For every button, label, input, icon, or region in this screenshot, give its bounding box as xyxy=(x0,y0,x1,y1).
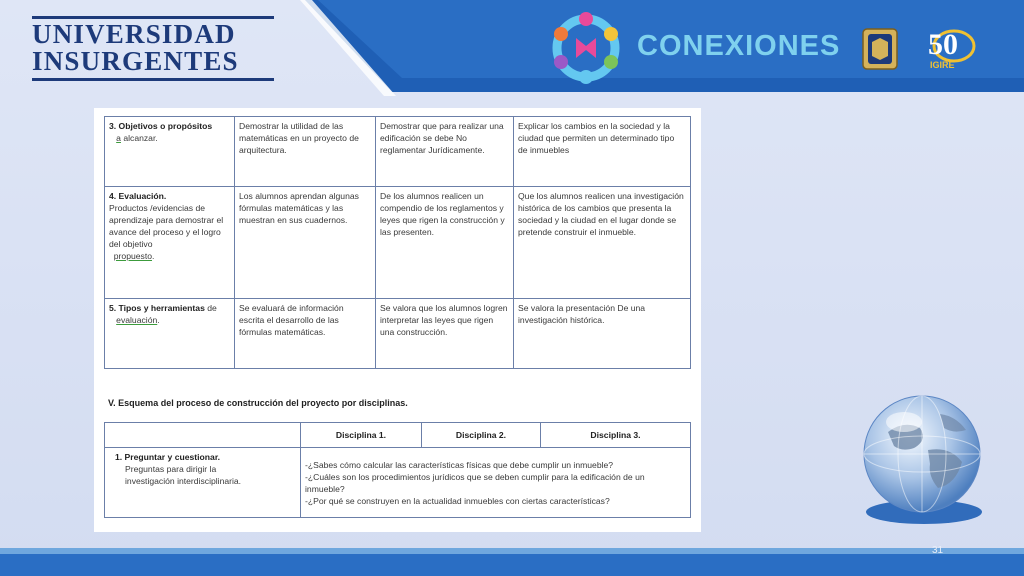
row-header-title: 1. Preguntar y cuestionar. xyxy=(115,452,221,462)
question-item: -¿Por qué se construyen en la actualidad inmuebles con ciertas características? xyxy=(305,495,610,506)
globe-icon xyxy=(858,392,988,532)
question-item: -¿Cuáles son los procedimientos jurídicos que se deben cumplir para la edificación de un inmueble? xyxy=(305,471,645,494)
objectives-table xyxy=(104,116,691,369)
row-header xyxy=(105,448,301,518)
questions-cell xyxy=(301,448,691,518)
row-header-title: 3. Objetivos o propósitos xyxy=(109,121,213,131)
bottom-bar xyxy=(0,548,1024,576)
table-cell: Demostrar la utilidad de las matemáticas en un proyecto de arquitectura. xyxy=(235,117,376,187)
anniversary-50-logo xyxy=(924,26,978,72)
row-header-text: Preguntas para dirigir la investigación interdisciplinaria. xyxy=(125,464,242,486)
row-header-text: de xyxy=(204,303,217,313)
table-cell: Se valora que los alumnos logren interpretar las leyes que rigen una construcción. xyxy=(376,299,514,369)
document-panel xyxy=(94,108,701,532)
table-cell: Explicar los cambios en la sociedad y la ciudad que permiten un determinado tipo de inmuebles xyxy=(514,117,691,187)
row-header-underlined: a xyxy=(116,133,121,143)
university-logo xyxy=(32,16,274,81)
row-header xyxy=(105,187,235,299)
row-header-title: 4. Evaluación. xyxy=(109,191,167,201)
unam-crest-icon xyxy=(862,28,898,70)
row-header-text: Productos /evidencias de aprendizaje para demostrar el avance del proceso y el logro del objetivo xyxy=(109,203,224,249)
table-row xyxy=(105,117,691,187)
table-cell: Los alumnos aprendan algunas fórmulas matemáticas y las muestran en sus cuadernos. xyxy=(235,187,376,299)
table-cell: Demostrar que para realizar una edificación se debe No reglamentar Jurídicamente. xyxy=(376,117,514,187)
table-header-row xyxy=(105,423,691,448)
brand-name: CONEXIONES xyxy=(637,30,841,62)
row-header xyxy=(105,117,235,187)
logo-line-2: INSURGENTES xyxy=(32,46,239,76)
question-item: -¿Sabes cómo calcular las características físicas que debe cumplir un inmueble? xyxy=(305,459,614,470)
row-header-underlined: propuesto xyxy=(113,251,153,261)
table-cell: Se evaluará de información escrita el desarrollo de las fórmulas matemáticas. xyxy=(235,299,376,369)
row-header-tail: . xyxy=(157,315,160,325)
table-row xyxy=(105,448,691,518)
disciplines-table xyxy=(104,422,691,518)
page-number: 31 xyxy=(932,545,944,556)
row-header-tail: . xyxy=(152,251,155,261)
header-cell-empty xyxy=(105,423,301,448)
table-row xyxy=(105,187,691,299)
logo-rule xyxy=(32,78,274,81)
section-title: V. Esquema del proceso de construcción del proyecto por disciplinas. xyxy=(108,398,408,408)
logo-line-1: UNIVERSIDAD xyxy=(32,19,236,49)
table-cell: Que los alumnos realicen una investigación histórica de los cambios que presenta la sociedad y la ciudad en el lugar donde se pretende construir el inmueble. xyxy=(514,187,691,299)
row-header-title: 5. Tipos y herramientas xyxy=(109,303,205,313)
header-cell-discipline-3: Disciplina 3. xyxy=(541,423,691,448)
conexiones-emblem-icon xyxy=(546,8,626,88)
table-cell: De los alumnos realicen un compendio de los reglamentos y leyes que rigen la construcción y las presenten. xyxy=(376,187,514,299)
header-cell-discipline-1: Disciplina 1. xyxy=(301,423,422,448)
table-cell: Se valora la presentación De una investigación histórica. xyxy=(514,299,691,369)
anniversary-number: 50 xyxy=(928,28,958,61)
row-header-underlined: evaluación xyxy=(116,315,158,325)
header-cell-discipline-2: Disciplina 2. xyxy=(422,423,541,448)
row-header xyxy=(105,299,235,369)
table-row xyxy=(105,299,691,369)
anniversary-caption: IGIRE xyxy=(930,60,955,70)
row-header-text: alcanzar. xyxy=(120,133,158,143)
